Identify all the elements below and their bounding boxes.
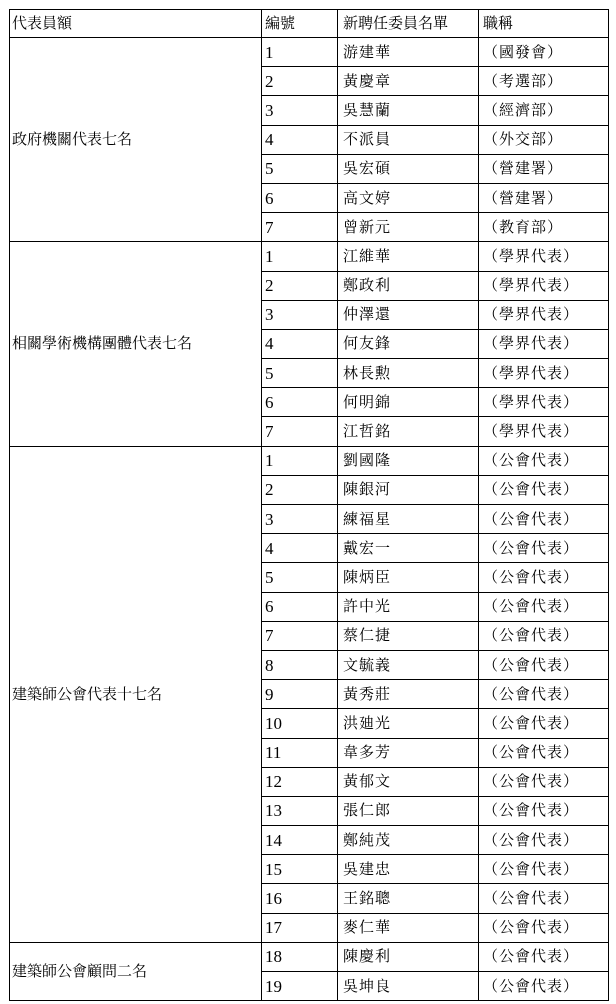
- member-number: 5: [262, 154, 338, 183]
- member-title: （公會代表）: [479, 563, 609, 592]
- group-label: 相關學術機構團體代表七名: [10, 242, 262, 446]
- member-name: 曾新元: [338, 213, 479, 242]
- member-title: （公會代表）: [479, 680, 609, 709]
- member-number: 4: [262, 534, 338, 563]
- member-title: （營建署）: [479, 154, 609, 183]
- member-title: （學界代表）: [479, 388, 609, 417]
- member-number: 3: [262, 505, 338, 534]
- header-group: 代表員額: [10, 10, 262, 38]
- member-title: （學界代表）: [479, 242, 609, 271]
- group-label: 政府機關代表七名: [10, 38, 262, 242]
- member-name: 鄭政利: [338, 271, 479, 300]
- member-name: 仲澤還: [338, 300, 479, 329]
- table-row: [10, 446, 609, 475]
- member-title: （學界代表）: [479, 329, 609, 358]
- member-number: 18: [262, 942, 338, 971]
- member-title: （營建署）: [479, 183, 609, 212]
- member-title: （公會代表）: [479, 796, 609, 825]
- member-number: 19: [262, 972, 338, 1001]
- table-body: [10, 38, 609, 1001]
- member-number: 2: [262, 67, 338, 96]
- member-number: 7: [262, 213, 338, 242]
- member-number: 4: [262, 125, 338, 154]
- member-number: 10: [262, 709, 338, 738]
- member-number: 1: [262, 242, 338, 271]
- member-name: 江維華: [338, 242, 479, 271]
- member-title: （公會代表）: [479, 446, 609, 475]
- member-name: 何明錦: [338, 388, 479, 417]
- header-name: 新聘任委員名單: [338, 10, 479, 38]
- member-name: 劉國隆: [338, 446, 479, 475]
- member-number: 12: [262, 767, 338, 796]
- member-name: 練福星: [338, 505, 479, 534]
- member-number: 1: [262, 446, 338, 475]
- header-title: 職稱: [479, 10, 609, 38]
- member-name: 吳慧蘭: [338, 96, 479, 125]
- committee-table-wrapper: [9, 9, 609, 1001]
- table-row: [10, 242, 609, 271]
- member-title: （國發會）: [479, 38, 609, 67]
- member-name: 洪廸光: [338, 709, 479, 738]
- member-number: 4: [262, 329, 338, 358]
- member-title: （考選部）: [479, 67, 609, 96]
- member-name: 何友鋒: [338, 329, 479, 358]
- member-title: （公會代表）: [479, 738, 609, 767]
- member-number: 7: [262, 621, 338, 650]
- member-title: （公會代表）: [479, 942, 609, 971]
- member-number: 3: [262, 96, 338, 125]
- member-title: （學界代表）: [479, 417, 609, 446]
- table-header-row: [10, 10, 609, 38]
- member-number: 2: [262, 271, 338, 300]
- group-label: 建築師公會代表十七名: [10, 446, 262, 942]
- member-name: 林長勲: [338, 359, 479, 388]
- member-name: 吳坤良: [338, 972, 479, 1001]
- member-number: 16: [262, 884, 338, 913]
- member-title: （公會代表）: [479, 913, 609, 942]
- member-title: （公會代表）: [479, 621, 609, 650]
- member-name: 鄭純茂: [338, 826, 479, 855]
- header-number: 編號: [262, 10, 338, 38]
- member-title: （外交部）: [479, 125, 609, 154]
- member-number: 11: [262, 738, 338, 767]
- member-name: 陳銀河: [338, 475, 479, 504]
- member-number: 13: [262, 796, 338, 825]
- member-number: 14: [262, 826, 338, 855]
- member-number: 6: [262, 183, 338, 212]
- member-title: （公會代表）: [479, 767, 609, 796]
- member-number: 3: [262, 300, 338, 329]
- table-row: [10, 38, 609, 67]
- member-number: 2: [262, 475, 338, 504]
- member-number: 1: [262, 38, 338, 67]
- member-name: 麥仁華: [338, 913, 479, 942]
- member-name: 黃郁文: [338, 767, 479, 796]
- member-title: （公會代表）: [479, 709, 609, 738]
- member-number: 17: [262, 913, 338, 942]
- member-title: （公會代表）: [479, 592, 609, 621]
- member-title: （教育部）: [479, 213, 609, 242]
- table-row: [10, 942, 609, 971]
- member-name: 江哲銘: [338, 417, 479, 446]
- member-number: 5: [262, 359, 338, 388]
- member-name: 陳慶利: [338, 942, 479, 971]
- member-number: 7: [262, 417, 338, 446]
- member-title: （公會代表）: [479, 855, 609, 884]
- member-title: （學界代表）: [479, 359, 609, 388]
- member-name: 陳炳臣: [338, 563, 479, 592]
- member-title: （公會代表）: [479, 884, 609, 913]
- member-title: （公會代表）: [479, 826, 609, 855]
- member-title: （公會代表）: [479, 972, 609, 1001]
- member-number: 15: [262, 855, 338, 884]
- member-name: 王銘聰: [338, 884, 479, 913]
- group-label: 建築師公會顧問二名: [10, 942, 262, 1000]
- member-name: 黃秀莊: [338, 680, 479, 709]
- member-name: 游建華: [338, 38, 479, 67]
- member-name: 吳建忠: [338, 855, 479, 884]
- member-title: （學界代表）: [479, 300, 609, 329]
- member-title: （學界代表）: [479, 271, 609, 300]
- member-number: 8: [262, 650, 338, 679]
- member-title: （公會代表）: [479, 534, 609, 563]
- committee-members-table: [9, 9, 609, 1001]
- member-name: 蔡仁捷: [338, 621, 479, 650]
- member-number: 5: [262, 563, 338, 592]
- member-name: 不派員: [338, 125, 479, 154]
- member-title: （公會代表）: [479, 475, 609, 504]
- member-name: 高文婷: [338, 183, 479, 212]
- member-name: 吳宏碩: [338, 154, 479, 183]
- member-name: 韋多芳: [338, 738, 479, 767]
- member-name: 戴宏一: [338, 534, 479, 563]
- member-name: 張仁郎: [338, 796, 479, 825]
- member-number: 9: [262, 680, 338, 709]
- member-name: 黃慶章: [338, 67, 479, 96]
- member-title: （公會代表）: [479, 505, 609, 534]
- member-name: 文毓義: [338, 650, 479, 679]
- member-title: （經濟部）: [479, 96, 609, 125]
- member-number: 6: [262, 388, 338, 417]
- member-title: （公會代表）: [479, 650, 609, 679]
- member-number: 6: [262, 592, 338, 621]
- member-name: 許中光: [338, 592, 479, 621]
